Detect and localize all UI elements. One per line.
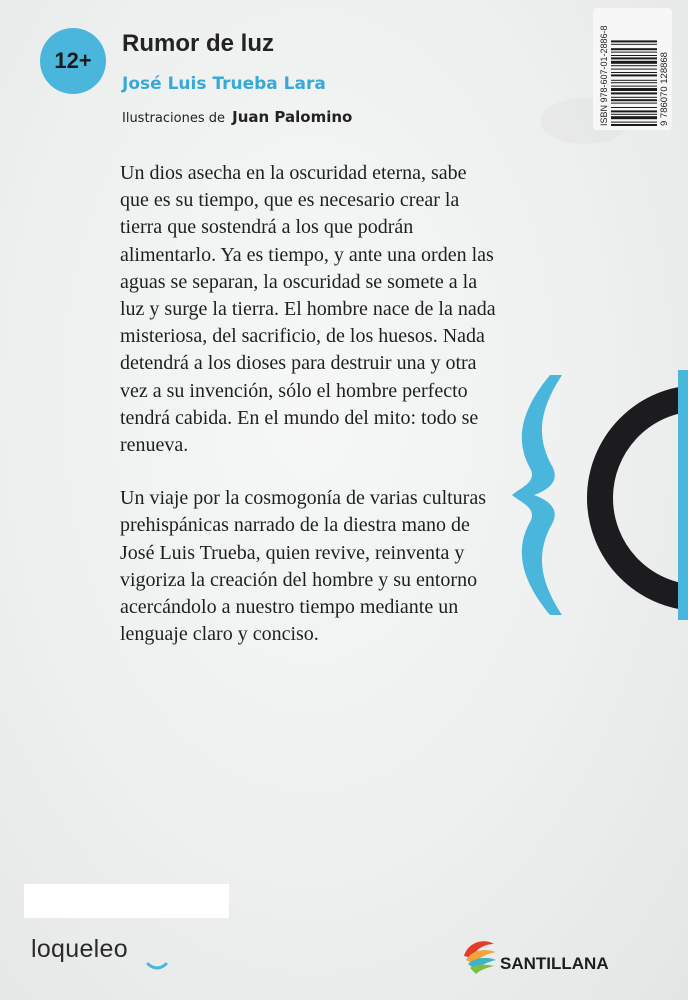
barcode-bar — [611, 74, 657, 76]
barcode-bar — [611, 97, 657, 98]
barcode-bar — [611, 107, 657, 108]
barcode-bar — [611, 122, 657, 123]
isbn-barcode — [593, 8, 672, 130]
barcode-bar — [611, 103, 657, 104]
barcode-bar — [611, 69, 657, 70]
synopsis — [120, 160, 500, 648]
illustrator-credit — [122, 108, 352, 126]
barcode-bar — [611, 40, 657, 42]
smile-icon — [146, 962, 168, 972]
loqueleo-wordmark: loqueleo — [31, 935, 128, 963]
isbn-text: ISBN 978-607-01-2886-8 — [599, 25, 609, 126]
blue-edge-strip — [678, 370, 688, 620]
age-rating-label: 12+ — [54, 48, 92, 73]
barcode-bar — [611, 114, 657, 115]
barcode-bar — [611, 61, 657, 64]
barcode-bar — [611, 65, 657, 66]
santillana-logo — [460, 934, 640, 978]
book-title: Rumor de luz — [122, 30, 275, 57]
blue-bracket-shape — [512, 375, 562, 615]
barcode-bar — [611, 116, 657, 119]
barcode-bar — [611, 57, 657, 59]
barcode-bar — [611, 52, 657, 53]
barcode-bar — [611, 48, 657, 50]
decorative-bracket-ring — [470, 370, 688, 620]
barcode-bars — [611, 40, 657, 126]
barcode-bar — [611, 92, 657, 94]
barcode-bar — [611, 72, 657, 73]
illustrator-name: Juan Palomino — [232, 108, 353, 126]
book-author: José Luis Trueba Lara — [122, 74, 326, 94]
barcode-bar — [611, 86, 657, 87]
barcode-bar — [611, 99, 657, 101]
illustrator-prefix: Ilustraciones de — [122, 111, 225, 126]
barcode-bar — [611, 88, 657, 91]
synopsis-paragraph-2: Un viaje por la cosmogonía de varias culturas prehispánicas narrado de la diestra mano de José Luis Trueba, quien revive, reinventa y vigoriza la creación del hombre y su entorno acercándolo a nuestro tiempo mediante un lenguaje claro y conciso. — [120, 487, 486, 646]
santillana-leaf-icon — [460, 934, 500, 974]
barcode-bar — [611, 44, 657, 45]
loqueleo-logo — [31, 935, 128, 964]
barcode-bar — [611, 80, 657, 81]
synopsis-paragraph-1: Un dios asecha en la oscuridad eterna, sabe que es su tiempo, que es necesario crear la tierra que sostendrá a los que podrán alimentarlo. Ya es tiempo, y ante una orden las aguas se separan, la oscuridad se somete a la luz y surge la tierra. El hombre nace de la nada misteriosa, del sacrificio, de los huesos. Nada detendrá a los dioses para destruir una y otra vez a su invención, sólo el hombre perfecto tendrá cabida. En el mundo del mito: todo se renueva. — [120, 162, 496, 457]
barcode-bar — [611, 82, 657, 83]
age-rating-badge — [40, 28, 106, 94]
barcode-bar — [611, 110, 657, 112]
barcode-digits: 9 786070 128868 — [659, 52, 670, 126]
sticker-patch — [24, 884, 229, 918]
dark-ring-shape — [600, 398, 688, 598]
barcode-bar — [611, 55, 657, 56]
santillana-wordmark: SANTILLANA — [500, 954, 609, 973]
barcode-bar — [611, 124, 657, 126]
